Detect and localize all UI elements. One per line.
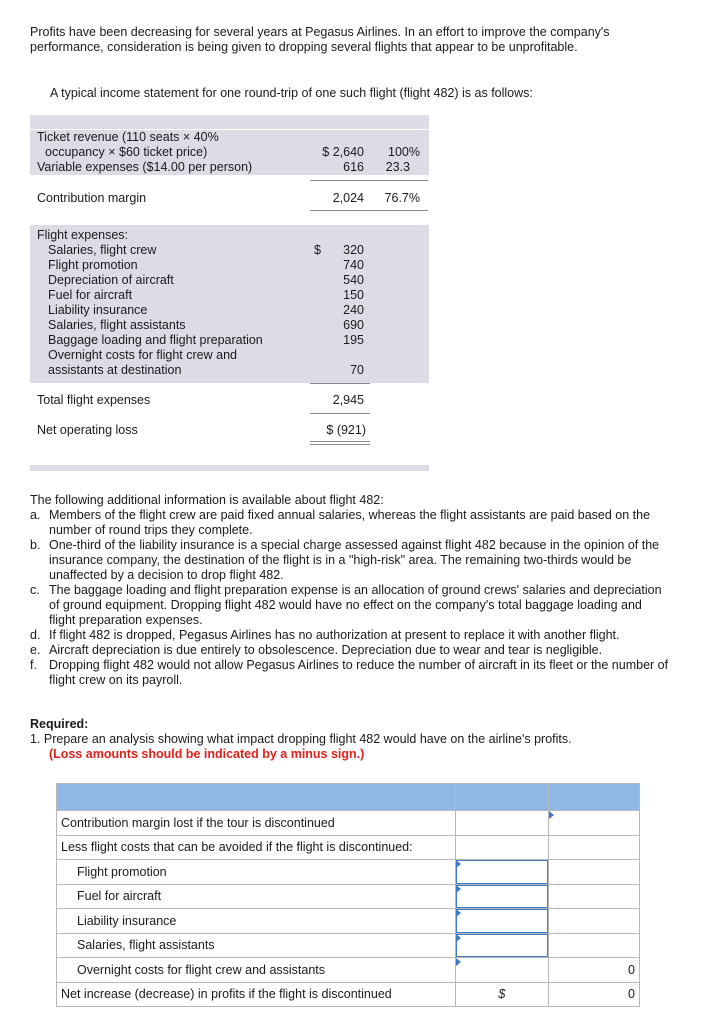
table-row [57, 982, 640, 1007]
contribution-margin-lost-input[interactable] [548, 811, 639, 836]
contribution-margin-percent: 76.7% [384, 191, 420, 205]
expense-amount: 240 [343, 303, 364, 317]
info-item-text: One-third of the liability insurance is a special charge assessed against flight 482 because in the opinion of the insurance company, the destination of the flight is in a "high-risk" area. The remaining two-thirds would be unaffected by a decision to drop flight 482. [49, 538, 660, 582]
required-title: Required: [30, 717, 89, 731]
info-item [30, 643, 670, 658]
empty-cell [548, 909, 639, 934]
total-flight-expenses-amount: 2,945 [332, 393, 364, 407]
overnight-costs-label: Overnight costs for flight crew and [48, 348, 237, 362]
overnight-costs-input[interactable] [456, 958, 548, 983]
table-row [57, 860, 640, 885]
header-cell [57, 784, 456, 811]
total-flight-expenses-label: Total flight expenses [37, 393, 151, 407]
row-label: Liability insurance [57, 909, 456, 934]
info-item-letter: a. [30, 508, 41, 522]
row-label: Overnight costs for flight crew and assistants [57, 958, 456, 983]
expense-dollar-sign: $ [314, 243, 321, 257]
table-row [57, 909, 640, 934]
contribution-margin-rule [310, 210, 428, 211]
row-label: Salaries, flight assistants [57, 933, 456, 958]
liability-insurance-input[interactable] [456, 909, 548, 934]
expense-label: Baggage loading and flight preparation [48, 333, 263, 347]
empty-cell [456, 811, 548, 836]
info-item-letter: b. [30, 538, 41, 552]
flight-expenses-heading: Flight expenses: [37, 228, 129, 242]
info-item [30, 508, 670, 538]
overnight-costs-amount: 70 [350, 363, 364, 377]
row-label: Net increase (decrease) in profits if the flight is discontinued [57, 982, 456, 1007]
header-cell [548, 784, 639, 811]
intro-paragraph: Profits have been decreasing for several years at Pegasus Airlines. In an effort to improve the company's performance, consideration is being given to dropping several flights that appear to be unprofitable. [30, 25, 610, 54]
input-marker-icon [456, 958, 461, 966]
contribution-rule [310, 180, 428, 181]
empty-cell [548, 884, 639, 909]
row-label: Contribution margin lost if the tour is discontinued [57, 811, 456, 836]
overnight-costs-total: 0 [548, 958, 639, 983]
overnight-costs-label-line2: assistants at destination [48, 363, 182, 377]
empty-cell [548, 860, 639, 885]
input-marker-icon [549, 811, 554, 819]
input-marker-icon [456, 885, 461, 893]
statement-header-band [30, 115, 429, 129]
net-increase-total: 0 [548, 982, 639, 1007]
ticket-revenue-percent: 100% [388, 145, 420, 159]
ticket-revenue-label: Ticket revenue (110 seats × 40% [37, 130, 219, 144]
empty-cell [548, 835, 639, 860]
variable-expenses-percent: 23.3 [385, 160, 410, 174]
row-label: Flight promotion [57, 860, 456, 885]
info-item-letter: f. [30, 658, 37, 672]
expense-label: Salaries, flight crew [48, 243, 157, 257]
required-note: (Loss amounts should be indicated by a minus sign.) [49, 747, 365, 761]
ticket-revenue-label-line2: occupancy × $60 ticket price) [45, 145, 208, 159]
ticket-revenue-amount: $ 2,640 [322, 145, 364, 159]
answer-table-header [57, 784, 640, 811]
info-item [30, 583, 670, 628]
net-loss-double-rule-bottom [310, 444, 370, 445]
required-item: 1. Prepare an analysis showing what impact dropping flight 482 would have on the airline's profits. [30, 732, 572, 746]
salaries-flight-assistants-input[interactable] [456, 933, 548, 958]
expense-amount: 195 [343, 333, 364, 347]
info-item-text: Dropping flight 482 would not allow Pegasus Airlines to reduce the number of aircraft in its fleet or the number of flight crew on its payroll. [49, 658, 669, 687]
additional-info-list [30, 508, 670, 688]
expense-label: Salaries, flight assistants [48, 318, 186, 332]
answer-table [56, 783, 640, 1007]
table-row [57, 884, 640, 909]
info-item-letter: e. [30, 643, 41, 657]
variable-expenses-label: Variable expenses ($14.00 per person) [37, 160, 253, 174]
info-item-letter: d. [30, 628, 41, 642]
net-loss-double-rule-top [310, 441, 370, 442]
table-row [57, 835, 640, 860]
info-item-text: Aircraft depreciation is due entirely to obsolescence. Depreciation due to wear and tear is negligible. [49, 643, 603, 657]
contribution-margin-label: Contribution margin [37, 191, 147, 205]
info-item [30, 658, 670, 688]
info-item-text: If flight 482 is dropped, Pegasus Airlines has no authorization at present to replace it with another flight. [49, 628, 620, 642]
input-marker-icon [456, 909, 461, 917]
info-item [30, 538, 670, 583]
total-expenses-rule [310, 383, 370, 384]
empty-cell [456, 835, 548, 860]
expense-amount: 320 [343, 243, 364, 257]
info-item-letter: c. [30, 583, 40, 597]
variable-expenses-amount: 616 [343, 160, 364, 174]
row-label: Fuel for aircraft [57, 884, 456, 909]
currency-symbol: $ [456, 982, 548, 1007]
expense-amount: 540 [343, 273, 364, 287]
empty-cell [548, 933, 639, 958]
expense-label: Liability insurance [48, 303, 148, 317]
info-item-text: The baggage loading and flight preparation expense is an allocation of ground crews' salaries and depreciation of ground equipment. Dropping flight 482 would have no effect on the company's total baggage loading and flight preparation expenses. [49, 583, 662, 627]
additional-info [30, 493, 670, 688]
required-section [30, 717, 670, 762]
expense-amount: 690 [343, 318, 364, 332]
table-row [57, 811, 640, 836]
header-cell [456, 784, 548, 811]
table-row [57, 958, 640, 983]
statement-intro: A typical income statement for one round-trip of one such flight (flight 482) is as follows: [50, 86, 533, 100]
expense-amount: 150 [343, 288, 364, 302]
expense-label: Fuel for aircraft [48, 288, 133, 302]
net-operating-loss-amount: $ (921) [326, 423, 366, 437]
expense-amount: 740 [343, 258, 364, 272]
info-item [30, 628, 670, 643]
input-marker-icon [456, 860, 461, 868]
row-label: Less flight costs that can be avoided if the flight is discontinued: [57, 835, 456, 860]
net-loss-rule [310, 413, 370, 414]
input-marker-icon [456, 934, 461, 942]
info-item-text: Members of the flight crew are paid fixed annual salaries, whereas the flight assistants are paid based on the number of round trips they complete. [49, 508, 651, 537]
expense-label: Flight promotion [48, 258, 138, 272]
flight-promotion-input[interactable] [456, 860, 548, 885]
fuel-for-aircraft-input[interactable] [456, 884, 548, 909]
table-row [57, 933, 640, 958]
statement-footer-band [30, 465, 429, 471]
expense-label: Depreciation of aircraft [48, 273, 174, 287]
contribution-margin-amount: 2,024 [332, 191, 364, 205]
additional-info-heading: The following additional information is available about flight 482: [30, 493, 384, 507]
net-operating-loss-label: Net operating loss [37, 423, 138, 437]
